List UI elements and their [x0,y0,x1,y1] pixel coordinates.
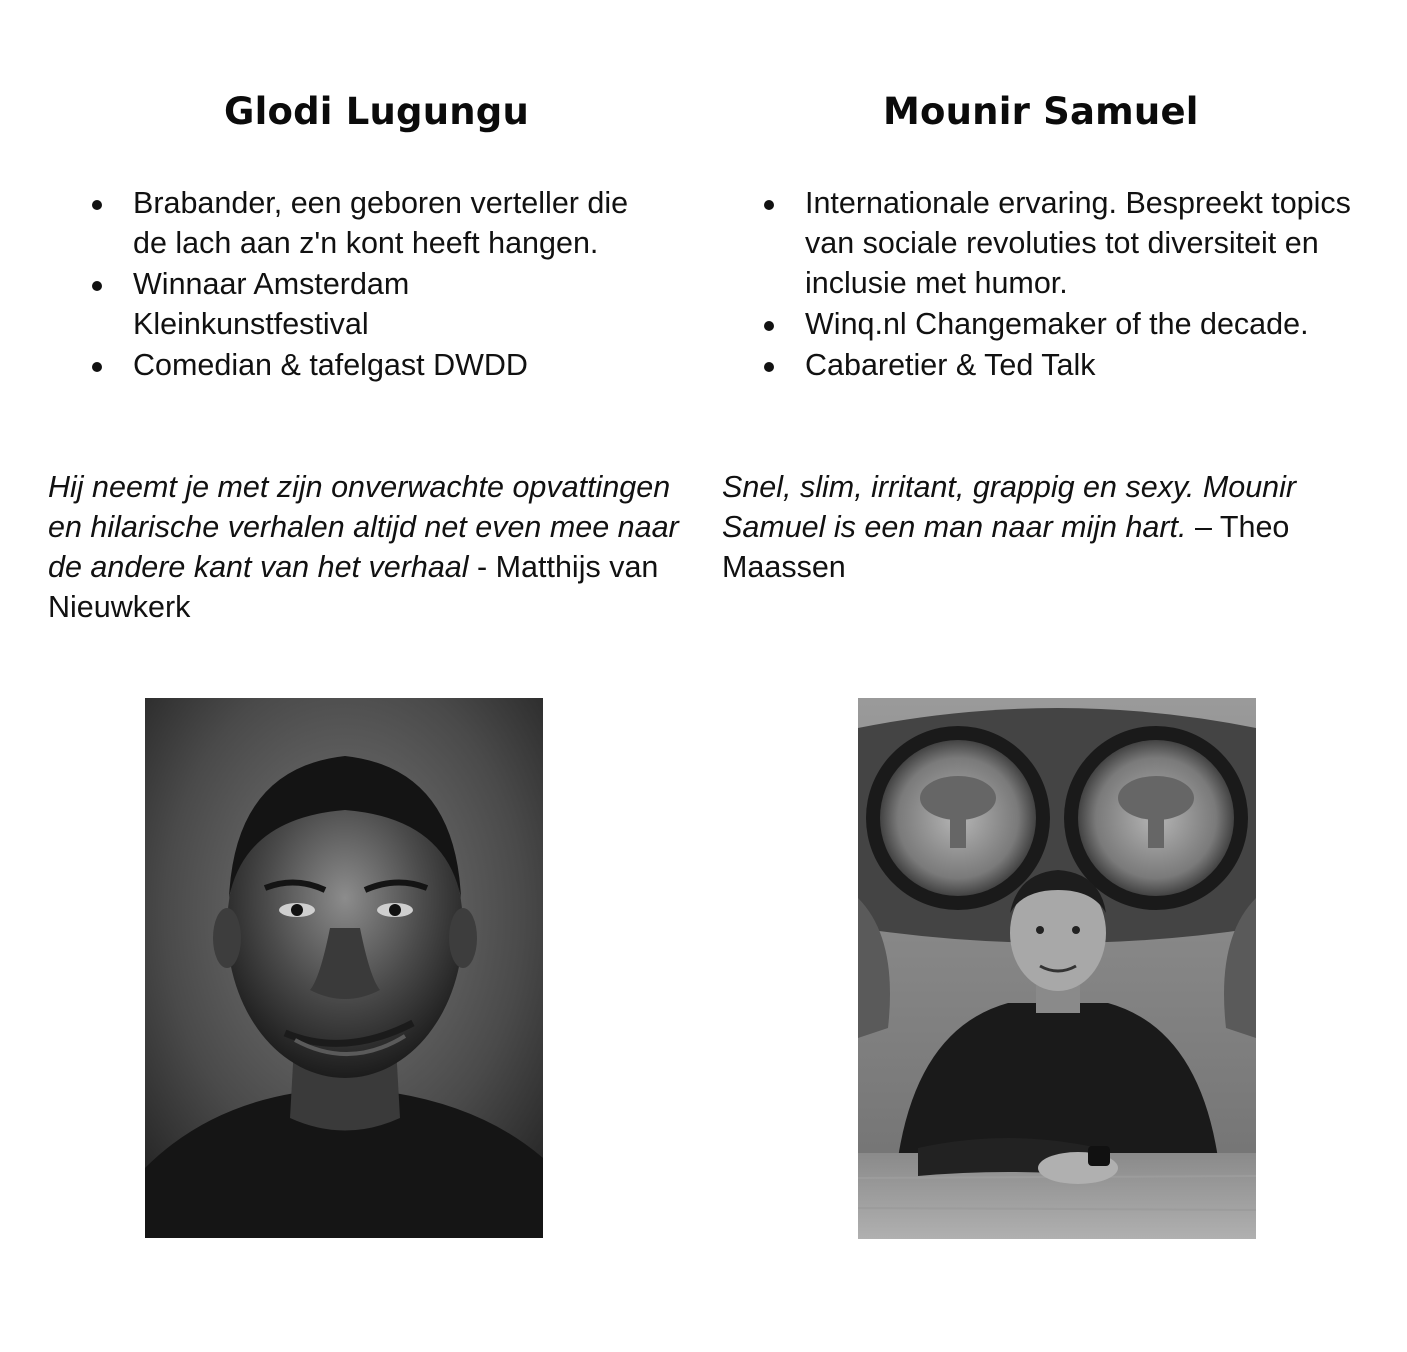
highlight-item [764,183,1354,303]
portrait-image [145,698,543,1238]
quote-attribution: – Theo Maassen [722,510,1290,584]
testimonial-quote [48,467,688,627]
highlight-item [92,264,652,344]
portrait-photo [145,698,543,1238]
highlight-text: Brabander, een geboren verteller die de lach aan z'n kont heeft hangen. [133,186,629,260]
highlight-text: Internationale ervaring. Bespreekt topics van sociale revoluties tot diversiteit en inclusie met humor. [805,186,1351,300]
highlight-item [92,183,652,263]
highlight-text: Cabaretier & Ted Talk [805,348,1096,382]
highlight-item [764,304,1354,344]
quote-text: Hij neemt je met zijn onverwachte opvattingen en hilarische verhalen altijd net even mee naar de andere kant van het verhaal [48,470,679,584]
bullet-icon [92,281,102,291]
profile-highlights [92,183,652,386]
highlight-text: Winq.nl Changemaker of the decade. [805,307,1309,341]
portrait-photo [858,698,1256,1239]
highlight-text: Winnaar Amsterdam Kleinkunstfestival [133,267,410,341]
bullet-icon [92,200,102,210]
bullet-icon [764,200,774,210]
quote-text: Snel, slim, irritant, grappig en sexy. Mounir Samuel is een man naar mijn hart. [722,470,1297,544]
portrait-image [858,698,1256,1239]
quote-attribution: - Matthijs van Nieuwkerk [48,550,659,624]
profile-name: Mounir Samuel [883,90,1199,133]
testimonial-quote [722,467,1322,587]
highlight-item [764,345,1354,385]
bullet-icon [92,362,102,372]
profile-name: Glodi Lugungu [224,90,530,133]
bullet-icon [764,321,774,331]
highlight-text: Comedian & tafelgast DWDD [133,348,528,382]
highlight-item [92,345,652,385]
bullet-icon [764,362,774,372]
profile-highlights [764,183,1354,386]
